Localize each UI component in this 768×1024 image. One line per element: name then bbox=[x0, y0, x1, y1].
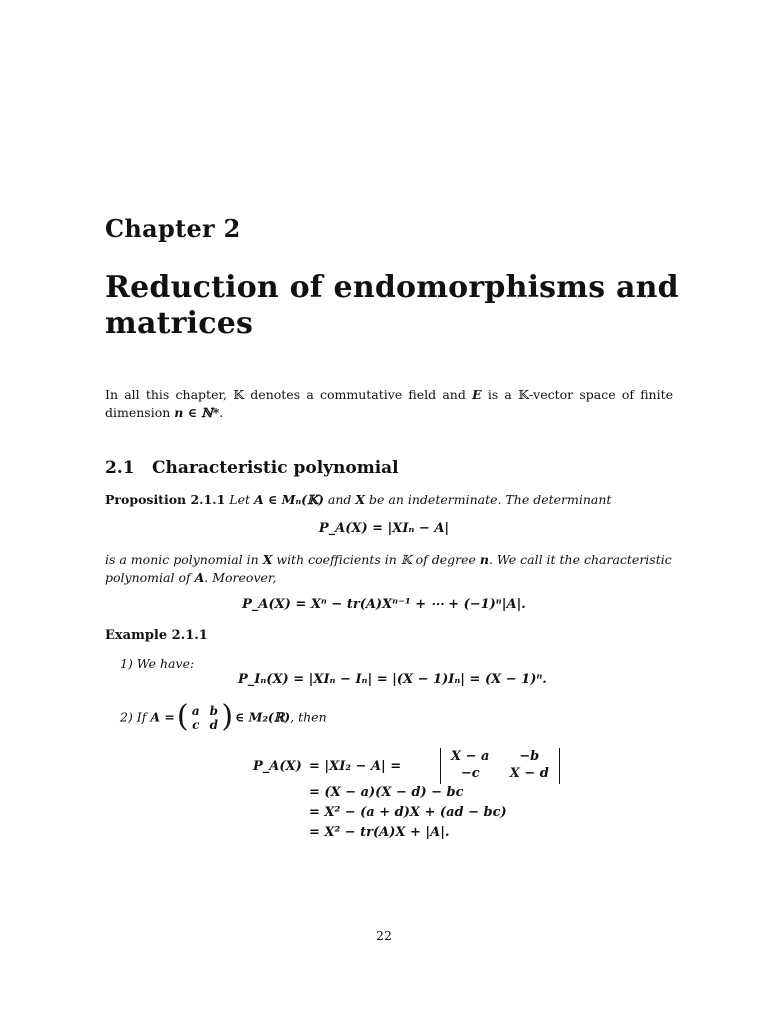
matrix-entry: a bbox=[191, 704, 200, 718]
determinant-2x2 bbox=[440, 748, 560, 784]
intro-text-2: is a 𝕂-vector space of finite dimension bbox=[105, 387, 673, 420]
example-item-2-set: ∈ M₂(ℝ) bbox=[235, 709, 291, 725]
proposition-cont-4: . Moreover, bbox=[204, 570, 277, 585]
proposition-cont-A: A bbox=[194, 570, 205, 585]
example-item-2 bbox=[120, 699, 327, 734]
proposition-text-3: be an indeterminate. The determinant bbox=[365, 492, 612, 507]
determinant-entries bbox=[441, 748, 559, 782]
example-item-2-then: , then bbox=[290, 709, 327, 725]
intro-n: n ∈ ℕ* bbox=[174, 405, 220, 420]
determinant-entry: −b bbox=[519, 749, 540, 764]
intro-paragraph bbox=[105, 386, 673, 422]
intro-E: E bbox=[472, 387, 482, 402]
proposition-cont-3: . We call it the characteristic polynomial of bbox=[105, 552, 672, 585]
example-label: Example 2.1.1 bbox=[105, 628, 208, 643]
proposition-cont-2: with coefficients in 𝕂 of degree bbox=[272, 552, 480, 567]
proposition-A-in: A ∈ Mₙ(𝕂) bbox=[253, 492, 324, 507]
example-item-2-prefix: 2) If bbox=[120, 709, 151, 725]
derivation-row-1: = |XI₂ − A| = bbox=[309, 759, 402, 774]
section-number: 2.1 bbox=[105, 458, 135, 478]
example-item-1-equation: P_Iₙ(X) = |XIₙ − Iₙ| = |(X − 1)Iₙ| = (X − 1)ⁿ. bbox=[238, 672, 547, 687]
intro-text-3: . bbox=[219, 405, 224, 420]
proposition-X: X bbox=[355, 492, 366, 507]
section-title: Characteristic polynomial bbox=[152, 458, 399, 478]
matrix-entry: b bbox=[209, 704, 219, 718]
chapter-title: Reduction of endomorphisms and matrices bbox=[105, 270, 679, 341]
matrix-entry: d bbox=[209, 718, 219, 732]
determinant-entry: X − a bbox=[451, 749, 490, 764]
example-item-1-prefix: 1) We have: bbox=[120, 656, 195, 671]
example-item-2-A: A = bbox=[150, 709, 175, 725]
derivation-lhs: P_A(X) bbox=[253, 759, 302, 774]
proposition-label: Proposition 2.1.1 bbox=[105, 492, 226, 507]
proposition-cont-X: X bbox=[262, 552, 273, 567]
proposition-cont-1: is a monic polynomial in bbox=[105, 552, 263, 567]
proposition-text-2: and bbox=[323, 492, 356, 507]
matrix-entry: c bbox=[192, 718, 200, 732]
matrix-entries bbox=[187, 704, 223, 732]
section-heading bbox=[105, 458, 399, 478]
intro-text-1: In all this chapter, 𝕂 denotes a commutative field and bbox=[105, 387, 473, 402]
equation-determinant: P_A(X) = |XIₙ − A| bbox=[318, 521, 450, 536]
determinant-entry: X − d bbox=[509, 766, 549, 781]
proposition-cont-n: n bbox=[479, 552, 489, 567]
equation-char-poly-expansion: P_A(X) = Xⁿ − tr(A)Xⁿ⁻¹ + ⋯ + (−1)ⁿ|A|. bbox=[242, 597, 526, 612]
page-number: 22 bbox=[376, 928, 392, 943]
determinant-entry: −c bbox=[460, 766, 480, 781]
right-paren: ) bbox=[221, 699, 234, 734]
proposition-statement bbox=[105, 491, 675, 509]
matrix-2x2 bbox=[176, 699, 234, 734]
proposition-text-1: Let bbox=[225, 492, 254, 507]
derivation-row-4: = X² − tr(A)X + |A|. bbox=[309, 825, 450, 840]
derivation-row-2: = (X − a)(X − d) − bc bbox=[309, 785, 464, 800]
derivation-row-3: = X² − (a + d)X + (ad − bc) bbox=[309, 805, 507, 820]
proposition-continuation bbox=[105, 551, 675, 587]
left-paren: ( bbox=[176, 699, 189, 734]
chapter-label: Chapter 2 bbox=[105, 214, 241, 243]
